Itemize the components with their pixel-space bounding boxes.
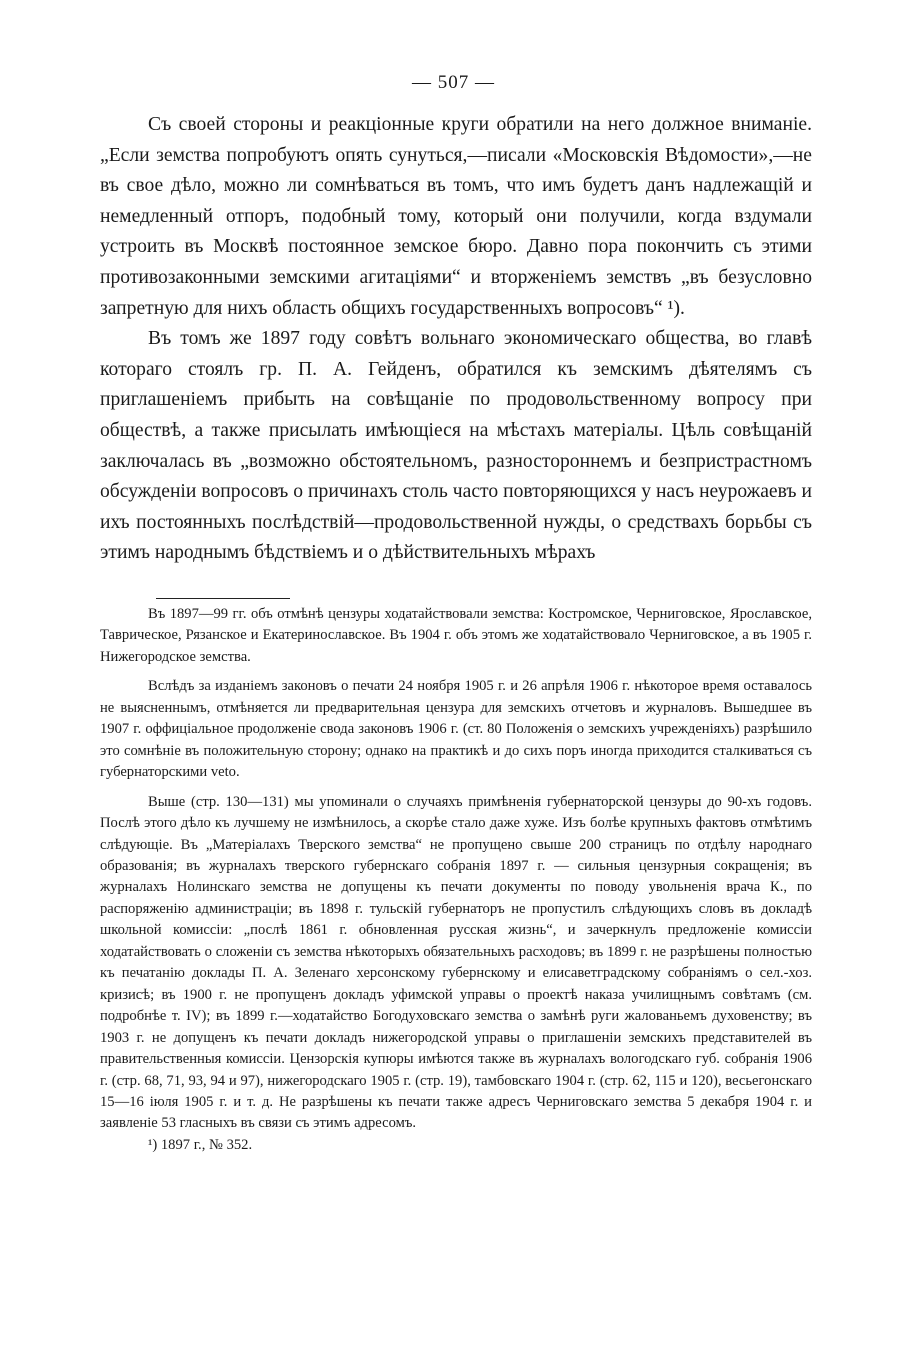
footnote-separator [156,598,290,599]
footnotes [100,604,812,1156]
main-paragraph: Въ томъ же 1897 году совѣтъ вольнаго экономическаго общества, во главѣ котораго стоялъ гр. П. А. Гейденъ, обратился къ земскимъ дѣятелямъ съ приглашеніемъ прибыть на совѣщаніе по продовольственному вопросу при обществѣ, а также присылать имѣющіеся на мѣстахъ матеріалы. Цѣль совѣщаній заключалась въ „возможно обстоятельномъ, разностороннемъ и безпристрастномъ обсужденіи вопросовъ о причинахъ столь часто повторяющихся у насъ неурожаевъ и ихъ постоянныхъ послѣдствій—продовольственной нужды, о средствахъ борьбы съ этимъ народнымъ бѣдствіемъ и о дѣйствительныхъ мѣрахъ [100,328,812,564]
main-text [100,110,812,569]
footnote-paragraph: Въ 1897—99 гг. объ отмѣнѣ цензуры ходатайствовали земства: Костромское, Черниговское, Ярославское, Таврическое, Рязанское и Екатеринославское. Въ 1904 г. объ этомъ же ходатайствовало Черниговское, а въ 1905 г. Нижегородское земства. [100,606,812,665]
main-paragraph: Съ своей стороны и реакціонные круги обратили на него должное вниманіе. „Если земства попробуютъ опять сунуться,—писали «Московскія Вѣдомости»,—не въ свое дѣло, можно ли сомнѣваться въ томъ, что имъ будетъ данъ надлежащій и немедленный отпоръ, подобный тому, который они получили, когда вздумали устроить въ Москвѣ постоянное земское бюро. Давно пора покончить съ этими противозаконными земскими агитаціями“ и вторженіемъ земствъ „въ безусловно запретную для нихъ область общихъ государственныхъ вопросовъ“ ¹). [100,114,812,319]
page-number: — 507 — [412,72,495,93]
footnote-spacer [100,668,812,676]
footnote-paragraph: Вслѣдъ за изданіемъ законовъ о печати 24 ноября 1905 г. и 26 апрѣля 1906 г. нѣкоторое время оставалось не выясненнымъ, отмѣняется ли предварительная цензура для земскихъ отчетовъ и журналовъ. Вышедшее въ 1907 г. оффиціальное продолженіе свода законовъ 1906 г. (ст. 80 Положенія о земскихъ учрежденіяхъ) разрѣшило это сомнѣніе въ положительную сторону; однако на практикѣ и до сихъ поръ иногда приходится сталкиваться съ губернаторскими veto. [100,678,812,781]
footnote-paragraph: Выше (стр. 130—131) мы упоминали о случаяхъ примѣненія губернаторской цензуры до 90-хъ годовъ. Послѣ этого дѣло къ лучшему не измѣнилось, а скорѣе стало даже хуже. Изъ болѣе крупныхъ фактовъ отмѣтимъ слѣдующіе. Въ „Матеріалахъ Тверского земства“ не пропущено свыше 200 страницъ по отдѣлу народнаго образованія; въ журналахъ тверского губернскаго собранія 1897 г. — сильныя цензурныя сокращенія; въ журналахъ Нолинскаго земства не допущены къ печати документы по поводу увольненія врача К., по распоряженію администраціи; въ 1898 г. тульскій губернаторъ не пропустилъ слѣдующихъ словъ въ докладѣ школьной комиссіи: „послѣ 1861 г. обновленная русская жизнь“, и зачеркнулъ предложеніе комиссіи ходатайствовать о сложеніи съ земства нѣкоторыхъ обязательныхъ расходовъ; въ 1899 г. не разрѣшены полностью къ печатанію доклады П. А. Зеленаго херсонскому губернскому и елисаветградскому собраніямъ о сел.-хоз. кризисѣ; въ 1900 г. не пропущенъ докладъ уфимской управы о проектѣ наказа училищнымъ совѣтамъ (см. подробнѣе т. IV); въ 1899 г.—ходатайство Богодуховскаго земства о замѣнѣ руги жалованьемъ духовенству; въ 1903 г. не допущенъ къ печати докладъ нижегородской управы о приглашеніи земскихъ представителей въ правительственныя комиссіи. Цензорскія купюры имѣются также въ журналахъ вологодскаго губ. собранія 1906 г. (стр. 68, 71, 93, 94 и 97), нижегородскаго 1905 г. (стр. 19), тамбовскаго 1904 г. (стр. 62, 115 и 120), весьегонскаго 15—16 іюля 1905 г. и т. д. Не разрѣшены къ печати также адресъ Черниговскаго земства 5 декабря 1904 г. и заявленіе 53 гласныхъ въ связи съ этимъ адресомъ. [100,793,812,1132]
footnote-spacer [100,784,812,792]
footnote-reference: ¹) 1897 г., № 352. [148,1136,253,1153]
